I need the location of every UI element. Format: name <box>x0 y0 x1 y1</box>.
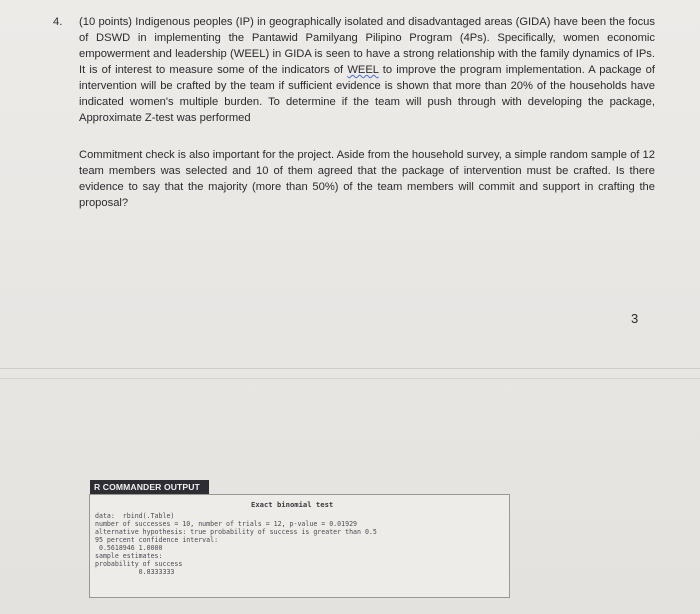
r-output-line: number of successes = 10, number of trials = 12, p-value = 0.01929 <box>95 520 358 528</box>
paragraph-2-text: Commitment check is also important for the project. Aside from the household survey, a simple random sample of 12 team members was selected and 10 of them agreed that the package of intervention must be crafted. Is there evidence to say that the majority (more than 50%) of the team members will commit and support in crafting the proposal? <box>79 149 655 209</box>
r-output-title: Exact binomial test <box>251 500 334 509</box>
r-output-line: 0.8333333 <box>95 568 175 576</box>
question-paragraph-1 <box>79 14 655 126</box>
question-paragraph-2 <box>79 147 655 211</box>
r-output-box <box>89 494 510 598</box>
r-output-line: sample estimates: <box>95 552 163 560</box>
r-output-line: alternative hypothesis: true probability of success is greater than 0.5 <box>95 528 377 536</box>
r-output-line: data: rbind(.Table) <box>95 512 175 520</box>
r-commander-output-label: R COMMANDER OUTPUT <box>90 480 209 495</box>
r-output-line: probability of success <box>95 560 183 568</box>
page-number: 3 <box>631 311 639 326</box>
paragraph-1-text-b: to improve the program implementation. A package of intervention will be crafted by the team if sufficient evidence is shown that more than 20% of the households have indicated women's multiple burden. To determine if the team will push through with developing the package, Approximate Z-test was performed <box>79 64 655 124</box>
r-output-line: 95 percent confidence interval: <box>95 536 219 544</box>
paragraph-1-text-a: (10 points) Indigenous peoples (IP) in geographically isolated and disadvantaged areas (GIDA) have been the focus of DSWD in implementing the Pantawid Pamilyang Pilipino Program (4Ps). Specifically, women economic empowerment and leadership (WEEL) in GIDA is seen to have a strong relationship with the family dynamics of IPs. It is of interest to measure some of the indicators of <box>79 16 655 76</box>
page-divider-top <box>0 368 700 369</box>
page-divider-bottom <box>0 378 700 379</box>
weel-spellcheck-word: WEEL <box>347 64 379 76</box>
r-output-line: 0.5618946 1.0000 <box>95 544 163 552</box>
question-number: 4. <box>53 16 63 28</box>
